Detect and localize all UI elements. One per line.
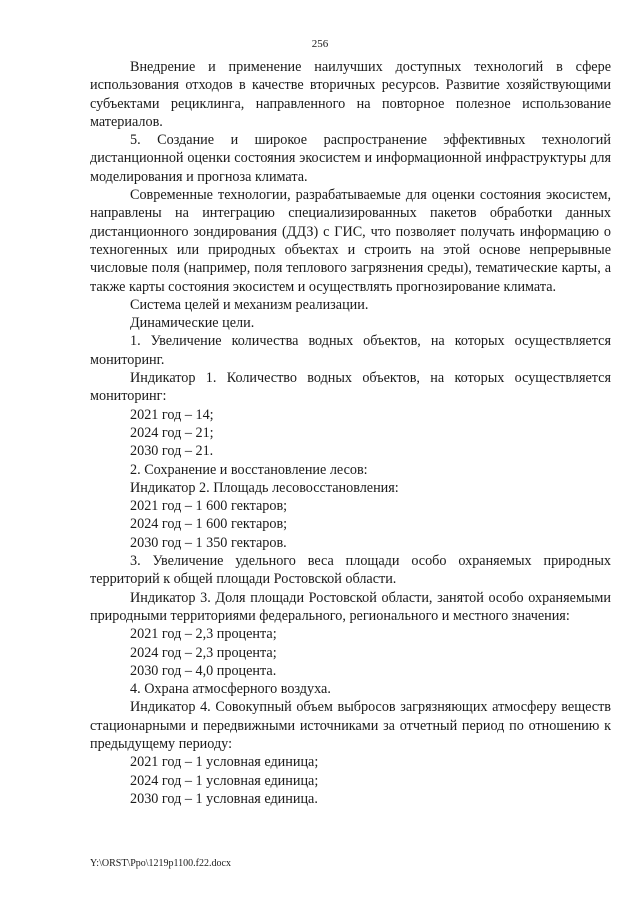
paragraph: Индикатор 1. Количество водных объектов, на которых осуществляется мониторинг: [90,370,611,405]
paragraph: Динамические цели. [130,315,255,332]
indicator-value: 2024 год – 2,3 процента; [130,644,277,661]
indicator-value: 2030 год – 21. [130,443,214,460]
paragraph: Система целей и механизм реализации. [130,296,369,313]
paragraph: Индикатор 3. Доля площади Ростовской области, занятой особо охраняемыми природными территориями федерального, регионального и местного значения: [90,589,611,624]
paragraph: 3. Увеличение удельного веса площади особо охраняемых природных территорий к общей площади Ростовской области. [90,553,611,588]
document-body [90,58,611,808]
paragraph: Внедрение и применение наилучших доступных технологий в сфере использования отходов в качестве вторичных ресурсов. Развитие хозяйствующими субъектами рециклинга, направленного на повторное полезное использование материалов. [90,59,611,130]
indicator-value: 2021 год – 14; [130,406,214,423]
paragraph: 4. Охрана атмосферного воздуха. [130,681,331,698]
indicator-value: 2021 год – 1 600 гектаров; [130,498,288,515]
indicator-value: 2021 год – 1 условная единица; [130,754,319,771]
indicator-value: 2021 год – 2,3 процента; [130,626,277,643]
paragraph: 5. Создание и широкое распространение эффективных технологий дистанционной оценки состояния экосистем и информационной инфраструктуры для моделирования и прогноза климата. [90,132,611,185]
paragraph: 2. Сохранение и восстановление лесов: [130,461,368,478]
indicator-value: 2030 год – 4,0 процента. [130,662,277,679]
paragraph: Индикатор 2. Площадь лесовосстановления: [130,479,399,496]
indicator-value: 2024 год – 21; [130,424,214,441]
page-number: 256 [311,38,329,50]
indicator-value: 2030 год – 1 350 гектаров. [130,534,287,551]
indicator-value: 2024 год – 1 условная единица; [130,772,319,789]
paragraph: Современные технологии, разрабатываемые для оценки состояния экосистем, направлены на интеграцию специализированных пакетов обработки данных дистанционного зондирования (ДДЗ) с ГИС, что позволяет получать информацию о техногенных или природных объектах и строить на этой основе непрерывные числовые поля (например, поля теплового загрязнения среды), тематические карты, а также карты состояния экосистем и осуществлять прогнозирование климата. [90,187,611,295]
indicator-value: 2024 год – 1 600 гектаров; [130,516,288,533]
footer-file-path: Y:\ORST\Ppo\1219p1100.f22.docx [90,858,231,869]
indicator-value: 2030 год – 1 условная единица. [130,790,318,807]
paragraph: Индикатор 4. Совокупный объем выбросов загрязняющих атмосферу веществ стационарными и передвижными источниками за отчетный период по отношению к предыдущему периоду: [90,699,611,752]
paragraph: 1. Увеличение количества водных объектов, на которых осуществляется мониторинг. [90,333,611,368]
